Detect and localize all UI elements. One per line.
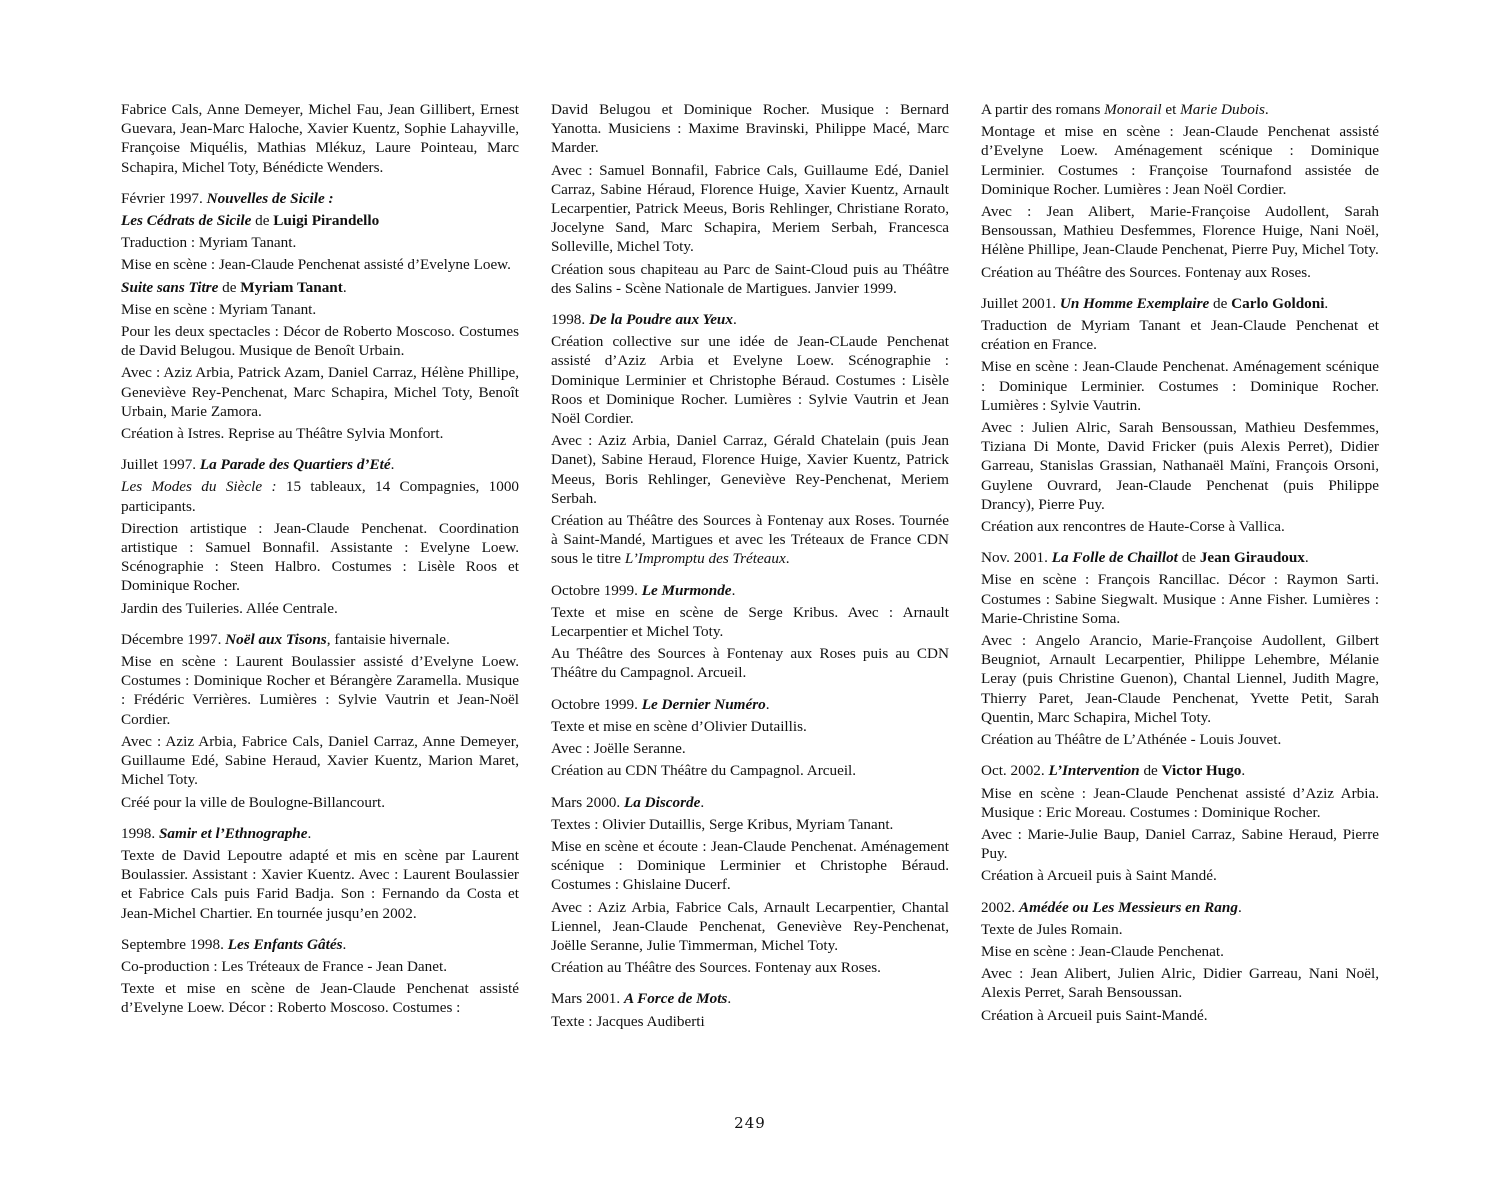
text-run: . xyxy=(342,935,347,953)
production-title: A Force de Mots xyxy=(623,990,728,1008)
production-title: Nouvelles de Sicile : xyxy=(206,189,334,207)
entry-paragraph xyxy=(981,920,1379,939)
text-run: David Belugou et Dominique Rocher. Musique : Bernard Yanotta. Musiciens : Maxime Bravinski, Philippe Macé, Marc Marder. xyxy=(551,101,949,157)
entry-paragraph xyxy=(551,260,949,298)
entry-heading xyxy=(551,695,949,714)
production-title: Les Cédrats de Sicile xyxy=(121,212,252,230)
entry-paragraph xyxy=(121,732,519,790)
text-run: . xyxy=(1324,294,1329,312)
entry-paragraph xyxy=(551,898,949,956)
text-run: Février 1997. xyxy=(121,189,207,207)
text-run: . xyxy=(1304,549,1309,567)
text-run: Création au CDN Théâtre du Campagnol. Arcueil. xyxy=(551,762,857,780)
entry-paragraph xyxy=(121,255,519,274)
production-title: Le Murmonde xyxy=(641,581,732,599)
text-run: Texte et mise en scène d’Olivier Dutaillis. xyxy=(551,717,807,735)
text-run: A partir des romans xyxy=(981,101,1105,118)
entry-paragraph xyxy=(981,866,1379,885)
text-run: Avec : Samuel Bonnafil, Fabrice Cals, Guillaume Edé, Daniel Carraz, Sabine Héraud, Florence Huige, Xavier Kuentz, Arnault Lecarpentier, Patrick Meeus, Boris Rehlinger, Christiane Rorato, Jocelyne Sand, Marc Schapira, Meriem Serbah, Francesca Solleville, Michel Toty. xyxy=(551,161,949,256)
text-run: Mars 2000. xyxy=(551,793,624,811)
entry-paragraph xyxy=(551,815,949,834)
entry-paragraph xyxy=(121,846,519,923)
text-run: Mars 2001. xyxy=(551,990,624,1008)
text-run: . xyxy=(732,311,737,329)
text-run: Création au Théâtre des Sources à Fontenay aux Roses. Tournée à Saint-Mandé, Martigues et avec les Tréteaux de France CDN sous le titre xyxy=(551,512,949,568)
entry-paragraph xyxy=(981,964,1379,1002)
entry-paragraph xyxy=(981,202,1379,260)
entry-heading xyxy=(981,898,1379,917)
entry-paragraph xyxy=(981,942,1379,961)
entry-paragraph xyxy=(121,100,519,177)
entry-paragraph xyxy=(551,644,949,682)
text-run: Avec : Aziz Arbia, Daniel Carraz, Gérald Chatelain (puis Jean Danet), Sabine Heraud, Florence Huige, Xavier Kuentz, Patrick Meeus, Boris Rehlinger, Geneviève Rey-Penchenat, Meriem Serbah. xyxy=(551,432,949,507)
text-run: Mise en scène : Jean-Claude Penchenat assisté d’Aziz Arbia. Musique : Eric Moreau. Costumes : Dominique Rocher. xyxy=(981,784,1379,821)
text-run: Texte et mise en scène de Serge Kribus. Avec : Arnault Lecarpentier et Michel Toty. xyxy=(551,603,949,641)
page-number: 249 xyxy=(734,1114,766,1132)
text-run: Création à Arcueil puis Saint-Mandé. xyxy=(981,1006,1208,1024)
text-run: Avec : Aziz Arbia, Fabrice Cals, Daniel Carraz, Anne Demeyer, Guillaume Edé, Sabine Heraud, Xavier Kuentz, Marion Maret, Michel Toty. xyxy=(121,732,519,789)
entry-paragraph xyxy=(121,363,519,421)
author-name: Victor Hugo xyxy=(1161,762,1242,780)
entry-paragraph xyxy=(121,233,519,252)
text-run: Avec : Joëlle Seranne. xyxy=(551,740,686,758)
text-run: Pour les deux spectacles : Décor de Roberto Moscoso. Costumes de David Belugou. Musique de Benoît Urbain. xyxy=(121,323,519,360)
text-run: Fabrice Cals, Anne Demeyer, Michel Fau, Jean Gillibert, Ernest Guevara, Jean-Marc Haloche, Xavier Kuentz, Sophie Lahayville, Françoise Miquélis, Mathias Mlékuz, Laure Pointeau, Marc Schapira, Michel Toty, Bénédicte Wenders. xyxy=(121,101,519,176)
text-run: Texte et mise en scène de Jean-Claude Penchenat assisté d’Evelyne Loew. Décor : Roberto Moscoso. Costumes : xyxy=(121,980,519,1017)
text-run: Texte : Jacques Audiberti xyxy=(551,1012,705,1030)
text-run: . xyxy=(1237,898,1242,916)
production-title: L’Intervention xyxy=(1048,762,1140,780)
entry-heading xyxy=(551,793,949,812)
text-run: de xyxy=(1177,549,1200,567)
text-run: Mise en scène : Jean-Claude Penchenat assisté d’Evelyne Loew. xyxy=(121,256,511,274)
production-title: Les Enfants Gâtés xyxy=(227,935,343,953)
entry-paragraph xyxy=(981,100,1379,119)
text-run: Co-production : Les Tréteaux de France - Jean Danet. xyxy=(121,957,448,975)
text-run: . xyxy=(307,824,312,842)
text-run: Montage et mise en scène : Jean-Claude Penchenat assisté d’Evelyne Loew. Aménagement scénique : Dominique Lerminier. Costumes : Françoise Tournafond assistée de Dominique Rocher. Lumières : Jean Noël Cordier. xyxy=(981,123,1379,198)
entry-paragraph xyxy=(551,837,949,895)
text-run: et xyxy=(1161,101,1181,118)
entry-heading xyxy=(981,548,1379,567)
entry-heading xyxy=(551,581,949,600)
author-name: Jean Giraudoux xyxy=(1199,549,1305,567)
entry-paragraph xyxy=(121,957,519,976)
entry-paragraph xyxy=(981,570,1379,628)
text-run: . xyxy=(390,456,395,474)
text-run: Textes : Olivier Dutaillis, Serge Kribus, Myriam Tanant. xyxy=(551,815,894,833)
column-right xyxy=(981,100,1379,1028)
text-run: , fantaisie hivernale. xyxy=(326,630,450,648)
text-run: . xyxy=(727,990,732,1008)
text-run: Nov. 2001. xyxy=(981,549,1052,567)
text-run: Octobre 1999. xyxy=(551,581,642,599)
text-run: Mise en scène : Laurent Boulassier assisté d’Evelyne Loew. Costumes : Dominique Rocher et Bérangère Zaramella. Musique : Frédéric Verrières. Lumières : Sylvie Vautrin et Jean-Noël Cordier. xyxy=(121,653,519,728)
entry-paragraph xyxy=(121,793,519,812)
column-middle xyxy=(551,100,949,1034)
production-title: Le Dernier Numéro xyxy=(641,695,766,713)
entry-heading xyxy=(121,824,519,843)
entry-paragraph xyxy=(121,424,519,443)
text-run: Créé pour la ville de Boulogne-Billancourt. xyxy=(121,793,386,811)
entry-heading xyxy=(551,989,949,1008)
text-run: Création aux rencontres de Haute-Corse à Vallica. xyxy=(981,518,1285,536)
author-name: Luigi Pirandello xyxy=(273,212,380,230)
text-run: Création au Théâtre des Sources. Fontenay aux Roses. xyxy=(981,263,1311,281)
text-run: . xyxy=(1241,762,1246,780)
entry-paragraph xyxy=(981,517,1379,536)
italic-text: Les Modes du Siècle : xyxy=(121,478,277,496)
text-run: Texte de David Lepoutre adapté et mis en scène par Laurent Boulassier. Assistant : Xavier Kuentz. Avec : Laurent Boulassier et Fabrice Cals puis Farid Badja. Son : Fernando da Costa et Jean-Michel Chartier. En tournée jusqu’en 2002. xyxy=(121,846,519,922)
entry-paragraph xyxy=(551,603,949,641)
entry-heading xyxy=(981,294,1379,313)
italic-text: Monorail xyxy=(1104,101,1162,118)
entry-paragraph xyxy=(121,979,519,1017)
entry-paragraph xyxy=(981,825,1379,863)
text-run: . xyxy=(1264,101,1269,118)
entry-paragraph xyxy=(981,1006,1379,1025)
column-left xyxy=(121,100,519,1021)
text-run: Mise en scène : Jean-Claude Penchenat. xyxy=(981,942,1224,960)
text-run: . xyxy=(785,550,790,568)
text-run: Texte de Jules Romain. xyxy=(981,920,1123,938)
text-run: Avec : Julien Alric, Sarah Bensoussan, Mathieu Desfemmes, Tiziana Di Monte, David Fricker (puis Alexis Perret), Didier Garreau, Stanislas Grassian, Nathanaël Maïni, François Orsoni, Guylene Ouvrard, Jean-Claude Penchenat (puis Philippe Drancy), Pierre Puy. xyxy=(981,419,1379,513)
entry-paragraph xyxy=(981,122,1379,199)
text-run: Mise en scène : Jean-Claude Penchenat. Aménagement scénique : Dominique Lerminier. Costumes : Dominique Rocher. Lumières : Sylvie Vautrin. xyxy=(981,358,1379,414)
production-title: La Discorde xyxy=(623,793,701,811)
text-run: Octobre 1999. xyxy=(551,695,642,713)
text-run: 15 tableaux, 14 Compagnies, 1000 participants. xyxy=(121,478,520,515)
text-run: . xyxy=(731,581,736,599)
text-run: Septembre 1998. xyxy=(121,935,228,953)
entry-paragraph xyxy=(121,652,519,729)
entry-paragraph xyxy=(551,1012,949,1031)
entry-heading xyxy=(121,630,519,649)
production-title: De la Poudre aux Yeux xyxy=(588,311,733,329)
entry-paragraph xyxy=(551,739,949,758)
entry-paragraph xyxy=(981,357,1379,415)
text-run: . xyxy=(342,278,347,296)
entry-paragraph xyxy=(121,278,519,297)
entry-heading xyxy=(121,935,519,954)
entry-paragraph xyxy=(551,511,949,569)
text-run: de xyxy=(251,212,274,230)
text-run: Création au Théâtre de L’Athénée - Louis Jouvet. xyxy=(981,731,1282,749)
production-title: La Folle de Chaillot xyxy=(1051,549,1178,567)
text-run: Mise en scène : Myriam Tanant. xyxy=(121,300,317,318)
text-run: de xyxy=(1209,294,1232,312)
production-title: Amédée ou Les Messieurs en Rang xyxy=(1018,898,1238,916)
entry-paragraph xyxy=(981,730,1379,749)
italic-text: L’Impromptu des Tréteaux xyxy=(624,550,786,568)
text-run: 1998. xyxy=(121,824,159,842)
text-run: Création à Istres. Reprise au Théâtre Sylvia Monfort. xyxy=(121,425,444,443)
text-run: Traduction : Myriam Tanant. xyxy=(121,234,297,252)
text-run: . xyxy=(700,793,705,811)
text-run: Décembre 1997. xyxy=(121,630,226,648)
entry-paragraph xyxy=(981,784,1379,822)
entry-paragraph xyxy=(981,263,1379,282)
text-run: Avec : Aziz Arbia, Patrick Azam, Daniel Carraz, Hélène Phillipe, Geneviève Rey-Penchenat, Marc Schapira, Michel Toty, Benoît Urbain, Marie Zamora. xyxy=(121,364,519,420)
production-title: La Parade des Quartiers d’Eté xyxy=(199,456,391,474)
production-title: Un Homme Exemplaire xyxy=(1059,294,1210,312)
entry-heading xyxy=(121,455,519,474)
text-run: Avec : Angelo Arancio, Marie-Françoise Audollent, Gilbert Beugniot, Arnault Lecarpentier, Philippe Lehembre, Mélanie Leray (puis Christine Guenon), Chantal Liennel, Judith Magre, Thierry Paret, Jean-Claude Penchenat, Yvette Petit, Sarah Quentin, Marc Schapira, Michel Toty. xyxy=(981,632,1379,726)
text-run: de xyxy=(1139,762,1162,780)
text-run: Avec : Aziz Arbia, Fabrice Cals, Arnault Lecarpentier, Chantal Liennel, Jean-Claude Penchenat, Geneviève Rey-Penchenat, Joëlle Seranne, Julie Timmerman, Michel Toty. xyxy=(551,898,949,954)
production-title: Suite sans Titre xyxy=(121,278,219,296)
text-run: Création au Théâtre des Sources. Fontenay aux Roses. xyxy=(551,959,881,977)
text-run: Mise en scène : François Rancillac. Décor : Raymon Sarti. Costumes : Sabine Siegwalt. Musique : Anne Fisher. Lumières : Marie-Christine Soma. xyxy=(981,571,1379,627)
italic-text: Marie Dubois xyxy=(1180,101,1265,118)
entry-paragraph xyxy=(551,717,949,736)
text-run: Mise en scène et écoute : Jean-Claude Penchenat. Aménagement scénique : Dominique Lerminier et Christophe Béraud. Costumes : Ghislaine Ducerf. xyxy=(551,837,949,894)
entry-heading xyxy=(981,761,1379,780)
entry-paragraph xyxy=(551,100,949,158)
text-run: de xyxy=(218,278,241,296)
text-run: Traduction de Myriam Tanant et Jean-Claude Penchenat et création en France. xyxy=(981,317,1379,354)
text-run: Création à Arcueil puis à Saint Mandé. xyxy=(981,867,1217,885)
text-run: 2002. xyxy=(981,898,1019,916)
entry-paragraph xyxy=(551,761,949,780)
entry-paragraph xyxy=(981,316,1379,354)
text-run: Au Théâtre des Sources à Fontenay aux Roses puis au CDN Théâtre du Campagnol. Arcueil. xyxy=(551,645,949,682)
entry-paragraph xyxy=(121,519,519,596)
text-run: Création collective sur une idée de Jean-CLaude Penchenat assisté d’Aziz Arbia et Evelyne Loew. Scénographie : Dominique Lerminier et Christophe Béraud. Costumes : Lisèle Roos et Dominique Rocher. Lumières : Sylvie Vautrin et Jean Noël Cordier. xyxy=(551,333,949,428)
production-title: Samir et l’Ethnographe xyxy=(158,824,308,842)
text-run: Direction artistique : Jean-Claude Penchenat. Coordination artistique : Samuel Bonnafil. Assistante : Evelyne Loew. Scénographie : Steen Halbro. Costumes : Lisèle Roos et Dominique Rocher. xyxy=(121,519,519,595)
text-run: Avec : Jean Alibert, Marie-Françoise Audollent, Sarah Bensoussan, Mathieu Desfemmes, Florence Huige, Nani Noël, Hélène Phillipe, Jean-Claude Penchenat, Pierre Puy, Michel Toty. xyxy=(981,203,1379,259)
entry-paragraph xyxy=(121,599,519,618)
text-run: Jardin des Tuileries. Allée Centrale. xyxy=(121,599,338,617)
text-run: Avec : Jean Alibert, Julien Alric, Didier Garreau, Nani Noël, Alexis Perret, Sarah Bensoussan. xyxy=(981,965,1379,1002)
text-run: Création sous chapiteau au Parc de Saint-Cloud puis au Théâtre des Salins - Scène Nationale de Martigues. Janvier 1999. xyxy=(551,260,949,297)
entry-paragraph xyxy=(121,477,519,515)
text-run: . xyxy=(765,695,770,713)
entry-paragraph xyxy=(121,211,519,230)
production-title: Noël aux Tisons xyxy=(225,630,327,648)
entry-paragraph xyxy=(981,631,1379,727)
author-name: Myriam Tanant xyxy=(240,278,343,296)
author-name: Carlo Goldoni xyxy=(1231,294,1325,312)
text-run: Oct. 2002. xyxy=(981,762,1049,780)
text-run: Avec : Marie-Julie Baup, Daniel Carraz, Sabine Heraud, Pierre Puy. xyxy=(981,825,1379,863)
entry-paragraph xyxy=(121,322,519,360)
entry-heading xyxy=(121,189,519,208)
text-run: Juillet 1997. xyxy=(121,456,200,474)
entry-paragraph xyxy=(551,431,949,508)
text-run: 1998. xyxy=(551,311,589,329)
entry-paragraph xyxy=(551,958,949,977)
text-run: Juillet 2001. xyxy=(981,294,1060,312)
entry-paragraph xyxy=(981,418,1379,514)
entry-paragraph xyxy=(551,332,949,428)
entry-paragraph xyxy=(121,300,519,319)
entry-paragraph xyxy=(551,161,949,257)
entry-heading xyxy=(551,310,949,329)
